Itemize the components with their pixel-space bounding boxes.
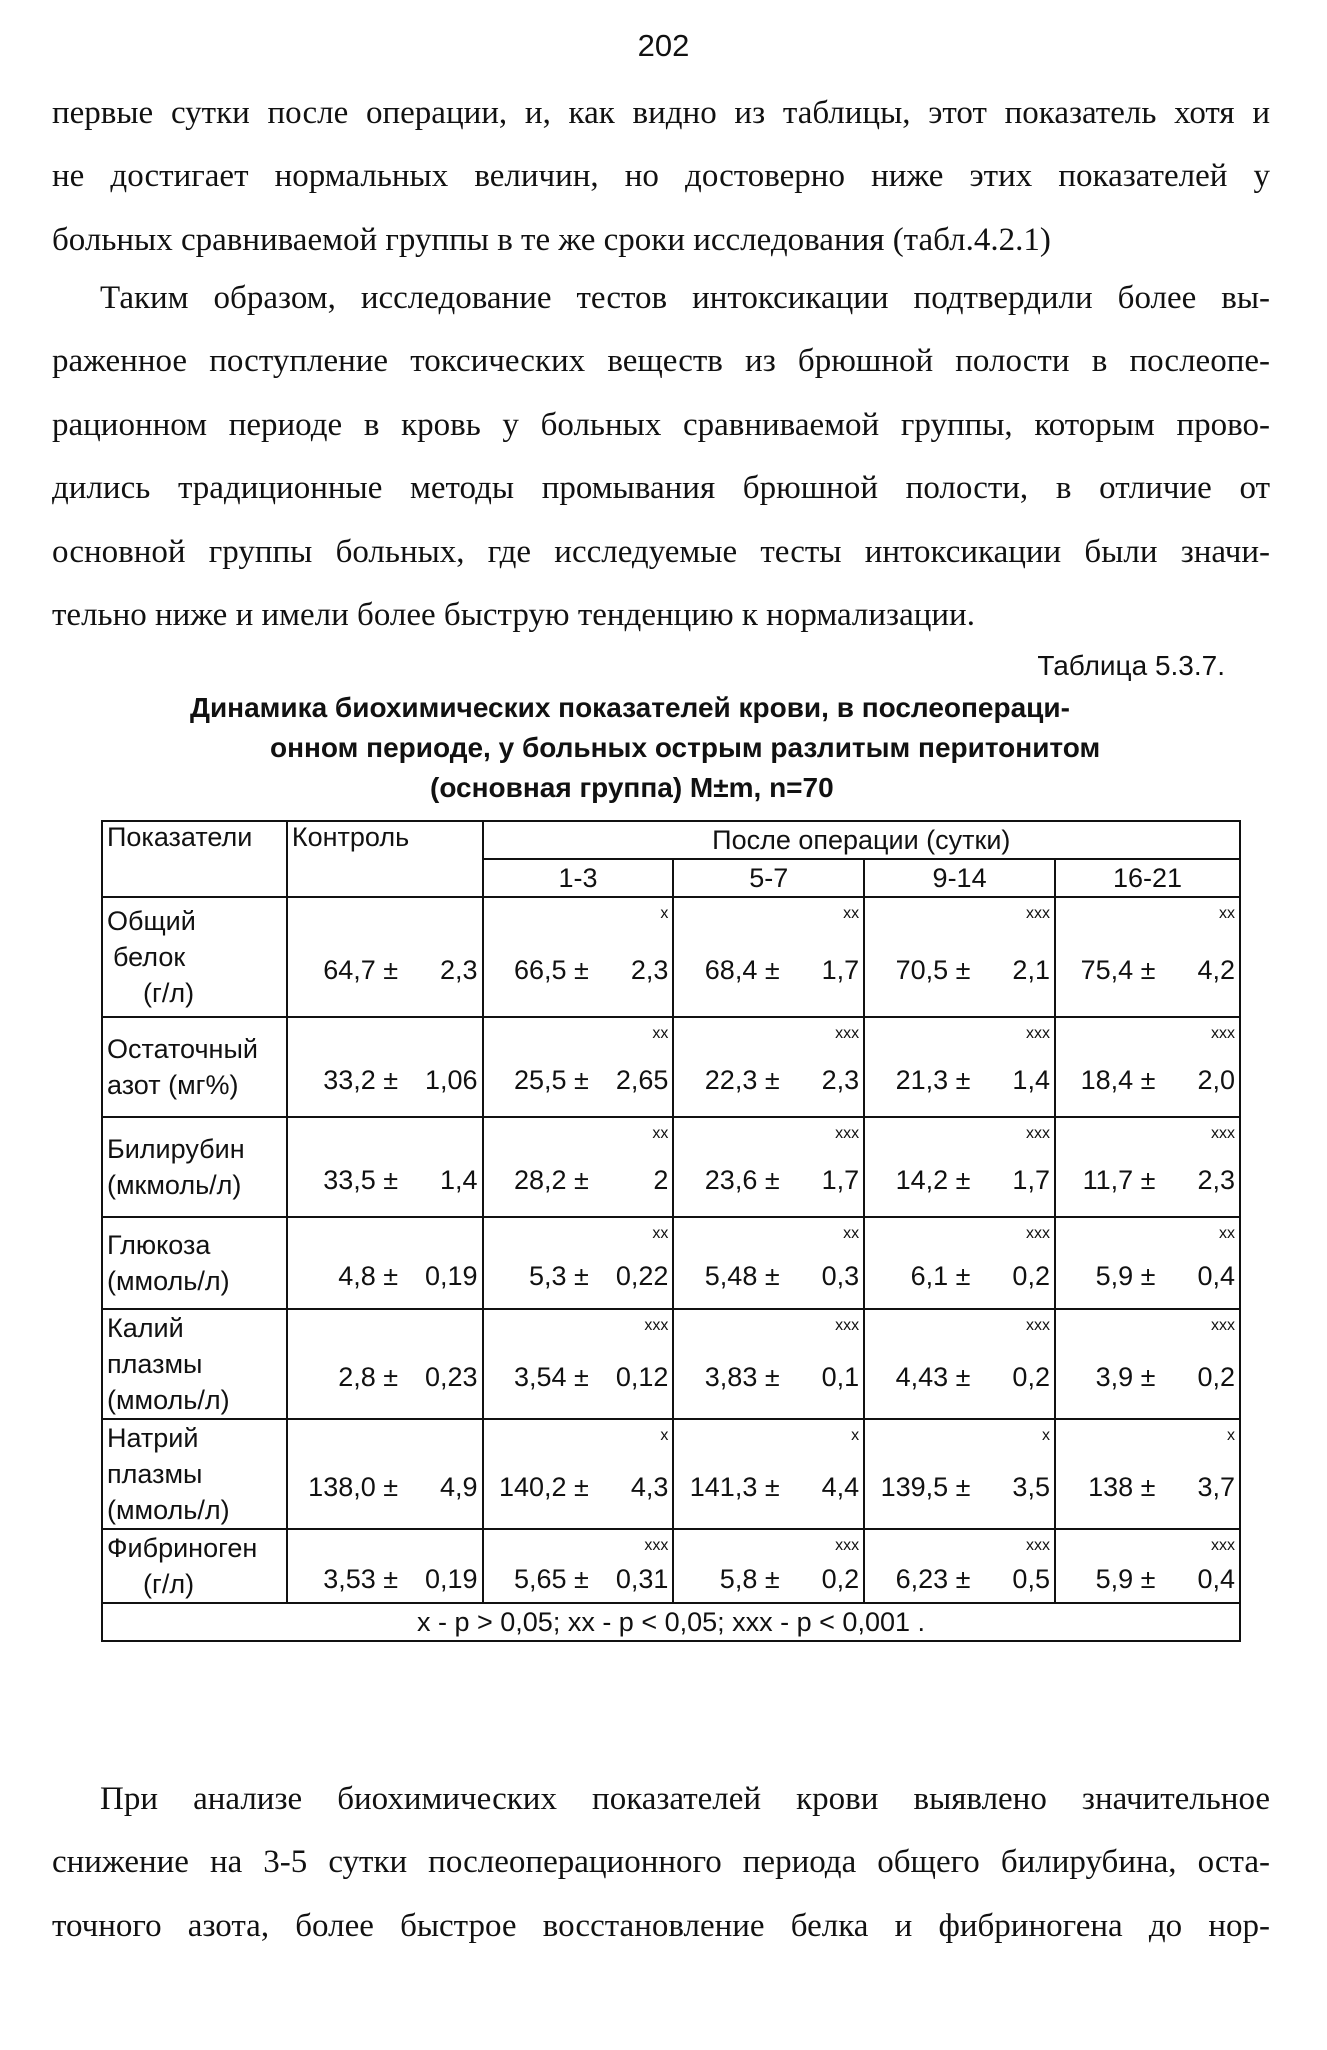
plus-minus-sign: ± [948,1260,978,1291]
plus-minus-sign: ± [948,954,978,985]
indicator-name [102,1217,287,1309]
mean-value: 33,2 [323,1064,376,1095]
text-line: не достигает нормальных величин, но достоверно ниже этих показателей у [52,158,1270,195]
control-cell [287,1309,483,1419]
control-cell [287,1117,483,1217]
mean-value: 139,5 [880,1471,949,1502]
indicator-name-line: Общий [107,906,196,936]
significance-mark: xxx [1025,1225,1050,1242]
plus-minus-sign: ± [566,1563,597,1594]
indicator-name [102,1419,287,1529]
text-line: дились традиционные методы промывания брюшной полости, в отличие от [52,470,1270,507]
mean-value: 70,5 [895,954,949,985]
significance-mark: x [660,1427,669,1444]
text-line: первые сутки после операции, и, как видно из таблицы, этот показатель хотя и [52,95,1270,131]
significance-mark: xx [652,1225,669,1242]
indicator-name [102,1309,287,1419]
mean-value: 3,83 [704,1361,758,1392]
plus-minus-sign: ± [948,1361,978,1392]
value-cell [673,1117,864,1217]
error-value: 0,4 [1197,1563,1235,1594]
significance-mark: xxx [1025,1317,1050,1334]
significance-mark: x [1041,1427,1050,1444]
indicator-name-line: Билирубин [107,1134,245,1164]
error-value: 1,7 [821,954,860,985]
error-value: 0,5 [1012,1563,1050,1594]
mean-value: 64,7 [323,954,376,985]
value-cell [673,897,864,1017]
significance-mark: xxx [644,1317,669,1334]
indicator-name-line: (г/л) [143,978,195,1008]
mean-value: 33,5 [323,1164,376,1195]
error-value: 0,2 [1012,1260,1050,1291]
plus-minus-sign: ± [757,954,788,985]
mean-value: 5,3 [529,1260,567,1291]
plus-minus-sign: ± [1133,1361,1163,1392]
mean-value: 68,4 [704,954,758,985]
plus-minus-sign: ± [1133,1563,1163,1594]
control-cell [287,1017,483,1117]
control-cell [287,1419,483,1529]
error-value: 1,7 [821,1164,860,1195]
plus-minus-sign: ± [948,1164,978,1195]
significance-mark: x [1227,1427,1235,1444]
table-row [102,1419,1240,1529]
mean-value: 6,1 [910,1260,949,1291]
error-value: 3,7 [1197,1471,1235,1502]
value-cell [483,1117,674,1217]
value-cell [864,1529,1055,1603]
table-title-line: Динамика биохимических показателей крови, в послеопераци- [190,692,1070,723]
indicator-name-line: (ммоль/л) [107,1385,230,1415]
header-period: 16-21 [1055,859,1240,897]
significance-mark: xx [1219,1225,1235,1242]
plus-minus-sign: ± [757,1064,788,1095]
value-cell [483,1419,674,1529]
indicator-name [102,897,287,1017]
indicator-name-line: Глюкоза [107,1230,211,1260]
indicator-name-line: азот (мг%) [107,1070,239,1100]
plus-minus-sign: ± [757,1260,788,1291]
value-cell [673,1419,864,1529]
plus-minus-sign: ± [566,1471,597,1502]
error-value: 1,4 [1012,1064,1050,1095]
error-value: 1,4 [440,1164,478,1195]
error-value: 3,5 [1012,1471,1050,1502]
value-cell [864,1117,1055,1217]
indicator-name-line: Остаточный [107,1034,258,1064]
error-value: 0,19 [425,1563,478,1594]
mean-value: 21,3 [895,1064,949,1095]
error-value: 0,2 [1012,1361,1050,1392]
indicator-name-line: (г/л) [143,1569,195,1599]
plus-minus-sign: ± [566,1064,597,1095]
indicator-name-line: (ммоль/л) [107,1495,230,1525]
header-period: 9-14 [864,859,1055,897]
mean-value: 5,65 [513,1563,567,1594]
mean-value: 138,0 [308,1471,376,1502]
significance-mark: xx [652,1125,669,1142]
significance-mark: xxx [1025,905,1050,922]
indicator-name-line: белок [113,942,186,972]
significance-mark: xxx [1211,1025,1235,1042]
text-line: снижение на 3-5 сутки послеоперационного периода общего билирубина, оста- [52,1844,1270,1881]
mean-value: 3,53 [323,1563,376,1594]
value-cell [483,897,674,1017]
significance-mark: xx [843,905,860,922]
error-value: 4,9 [440,1471,478,1502]
significance-mark: xx [843,1225,860,1242]
value-cell [1055,897,1240,1017]
error-value: 4,3 [630,1471,669,1502]
mean-value: 22,3 [704,1064,758,1095]
value-cell [864,1419,1055,1529]
plus-minus-sign: ± [757,1471,788,1502]
error-value: 0,2 [821,1563,860,1594]
table-row [102,1117,1240,1217]
table-body [102,897,1240,1603]
biochemistry-table [101,820,1241,1642]
plus-minus-sign: ± [566,954,597,985]
indicator-name [102,1529,287,1603]
error-value: 0,3 [821,1260,860,1291]
value-cell [673,1017,864,1117]
text-line: точного азота, более быстрое восстановление белка и фибриногена до нор- [52,1907,1270,1944]
mean-value: 25,5 [513,1064,567,1095]
control-cell [287,1529,483,1603]
significance-mark: xxx [1211,1537,1235,1554]
mean-value: 11,7 [1082,1164,1134,1195]
error-value: 0,4 [1197,1260,1235,1291]
plus-minus-sign: ± [566,1260,597,1291]
significance-mark: xxx [835,1125,860,1142]
text-line: основной группы больных, где исследуемые тесты интоксикации были значи- [52,533,1270,570]
plus-minus-sign: ± [757,1361,788,1392]
error-value: 1,06 [425,1064,478,1095]
plus-minus-sign: ± [1133,954,1163,985]
plus-minus-sign: ± [566,1361,597,1392]
value-cell [483,1309,674,1419]
plus-minus-sign: ± [1133,1471,1163,1502]
plus-minus-sign: ± [1133,1064,1163,1095]
text-line: рационном периоде в кровь у больных сравниваемой группы, которым прово- [52,406,1270,443]
table-label: Таблица 5.3.7. [1037,650,1225,681]
table-title-line: онном периоде, у больных острым разлитым перитонитом [270,732,1101,763]
significance-mark: xxx [1025,1025,1050,1042]
indicator-name-line: (ммоль/л) [107,1266,230,1296]
header-period: 1-3 [483,859,674,897]
mean-value: 3,9 [1095,1361,1134,1392]
mean-value: 5,9 [1095,1563,1134,1594]
control-cell [287,1217,483,1309]
error-value: 2,3 [1197,1164,1235,1195]
value-cell [864,1309,1055,1419]
significance-mark: xxx [644,1537,669,1554]
plus-minus-sign: ± [757,1164,788,1195]
significance-mark: xxx [1025,1125,1050,1142]
text-line: больных сравниваемой группы в те же сроки исследования (табл.4.2.1) [52,221,1051,258]
mean-value: 5,8 [719,1563,758,1594]
table-row [102,1017,1240,1117]
error-value: 0,23 [425,1361,478,1392]
error-value: 0,12 [615,1361,669,1392]
table-title-line: (основная группа) M±m, n=70 [430,772,834,803]
error-value: 0,2 [1197,1361,1235,1392]
significance-mark: xx [1219,905,1235,922]
error-value: 1,7 [1012,1164,1050,1195]
significance-mark: xxx [835,1537,860,1554]
table-footnote-row [102,1603,1240,1641]
value-cell [1055,1529,1240,1603]
page-number: 202 [637,28,690,63]
plus-minus-sign: ± [375,1563,406,1594]
value-cell [483,1217,674,1309]
error-value: 2,3 [821,1064,860,1095]
value-cell [673,1217,864,1309]
significance-mark: xxx [1211,1317,1235,1334]
indicator-name-line: плазмы [107,1349,203,1379]
mean-value: 75,4 [1080,954,1134,985]
plus-minus-sign: ± [757,1563,788,1594]
significance-mark: xxx [835,1317,860,1334]
value-cell [1055,1017,1240,1117]
control-cell [287,897,483,1017]
text-line: При анализе биохимических показателей крови выявлено значительное [100,1781,1270,1817]
value-cell [483,1017,674,1117]
plus-minus-sign: ± [375,1471,406,1502]
mean-value: 140,2 [498,1471,567,1502]
table-footnote: x - p > 0,05; xx - p < 0,05; xxx - p < 0,001 . [102,1603,1240,1641]
mean-value: 4,43 [895,1361,949,1392]
indicator-name-line: Натрий [107,1423,199,1453]
value-cell [1055,1217,1240,1309]
text-line: Таким образом, исследование тестов интоксикации подтвердили более вы- [100,280,1270,316]
plus-minus-sign: ± [375,1064,406,1095]
plus-minus-sign: ± [375,1260,406,1291]
mean-value: 5,9 [1095,1260,1134,1291]
mean-value: 18,4 [1080,1064,1134,1095]
header-control: Контроль [287,821,483,897]
significance-mark: xxx [1211,1125,1235,1142]
mean-value: 138 [1088,1471,1134,1502]
significance-mark: x [851,1427,860,1444]
mean-value: 141,3 [689,1471,758,1502]
indicator-name-line: Фибриноген [107,1533,258,1563]
significance-mark: xxx [835,1025,860,1042]
error-value: 2,3 [630,954,669,985]
mean-value: 14,2 [895,1164,949,1195]
plus-minus-sign: ± [948,1471,978,1502]
plus-minus-sign: ± [375,954,406,985]
error-value: 0,19 [425,1260,478,1291]
mean-value: 66,5 [513,954,567,985]
plus-minus-sign: ± [948,1064,978,1095]
significance-mark: xxx [1025,1537,1050,1554]
header-indicators: Показатели [102,821,287,897]
plus-minus-sign: ± [1133,1260,1163,1291]
mean-value: 6,23 [895,1563,949,1594]
mean-value: 28,2 [513,1164,567,1195]
header-after-operation: После операции (сутки) [483,821,1240,859]
error-value: 4,4 [821,1471,860,1502]
value-cell [1055,1117,1240,1217]
significance-mark: xx [652,1025,669,1042]
text-line: тельно ниже и имели более быструю тенденцию к нормализации. [52,597,975,634]
error-value: 2,65 [615,1064,669,1095]
value-cell [1055,1419,1240,1529]
plus-minus-sign: ± [948,1563,978,1594]
error-value: 2,1 [1012,954,1050,985]
mean-value: 2,8 [338,1361,376,1392]
indicator-name [102,1017,287,1117]
value-cell [864,1217,1055,1309]
mean-value: 23,6 [704,1164,758,1195]
value-cell [864,1017,1055,1117]
value-cell [864,897,1055,1017]
error-value: 2 [653,1164,669,1195]
plus-minus-sign: ± [375,1164,406,1195]
mean-value: 4,8 [338,1260,376,1291]
header-period: 5-7 [673,859,864,897]
error-value: 0,1 [821,1361,860,1392]
mean-value: 3,54 [513,1361,567,1392]
plus-minus-sign: ± [566,1164,597,1195]
indicator-name-line: Калий [107,1313,184,1343]
indicator-name-line: (мкмоль/л) [107,1170,242,1200]
paragraph-1 [52,82,1270,272]
table-row [102,1309,1240,1419]
text-line: раженное поступление токсических веществ из брюшной полости в послеопе- [52,343,1270,380]
error-value: 0,31 [615,1563,669,1594]
table-row [102,897,1240,1017]
paragraph-3 [52,1768,1270,1958]
value-cell [673,1309,864,1419]
plus-minus-sign: ± [1133,1164,1163,1195]
indicator-name-line: плазмы [107,1459,203,1489]
plus-minus-sign: ± [375,1361,406,1392]
error-value: 2,3 [440,954,478,985]
table-header-row [102,821,1240,859]
table-row [102,1217,1240,1309]
indicator-name [102,1117,287,1217]
mean-value: 5,48 [704,1260,758,1291]
table-row [102,1529,1240,1603]
error-value: 2,0 [1197,1064,1235,1095]
value-cell [483,1529,674,1603]
paragraph-2 [52,267,1270,647]
error-value: 4,2 [1197,954,1235,985]
value-cell [673,1529,864,1603]
significance-mark: x [660,905,669,922]
value-cell [1055,1309,1240,1419]
error-value: 0,22 [615,1260,669,1291]
